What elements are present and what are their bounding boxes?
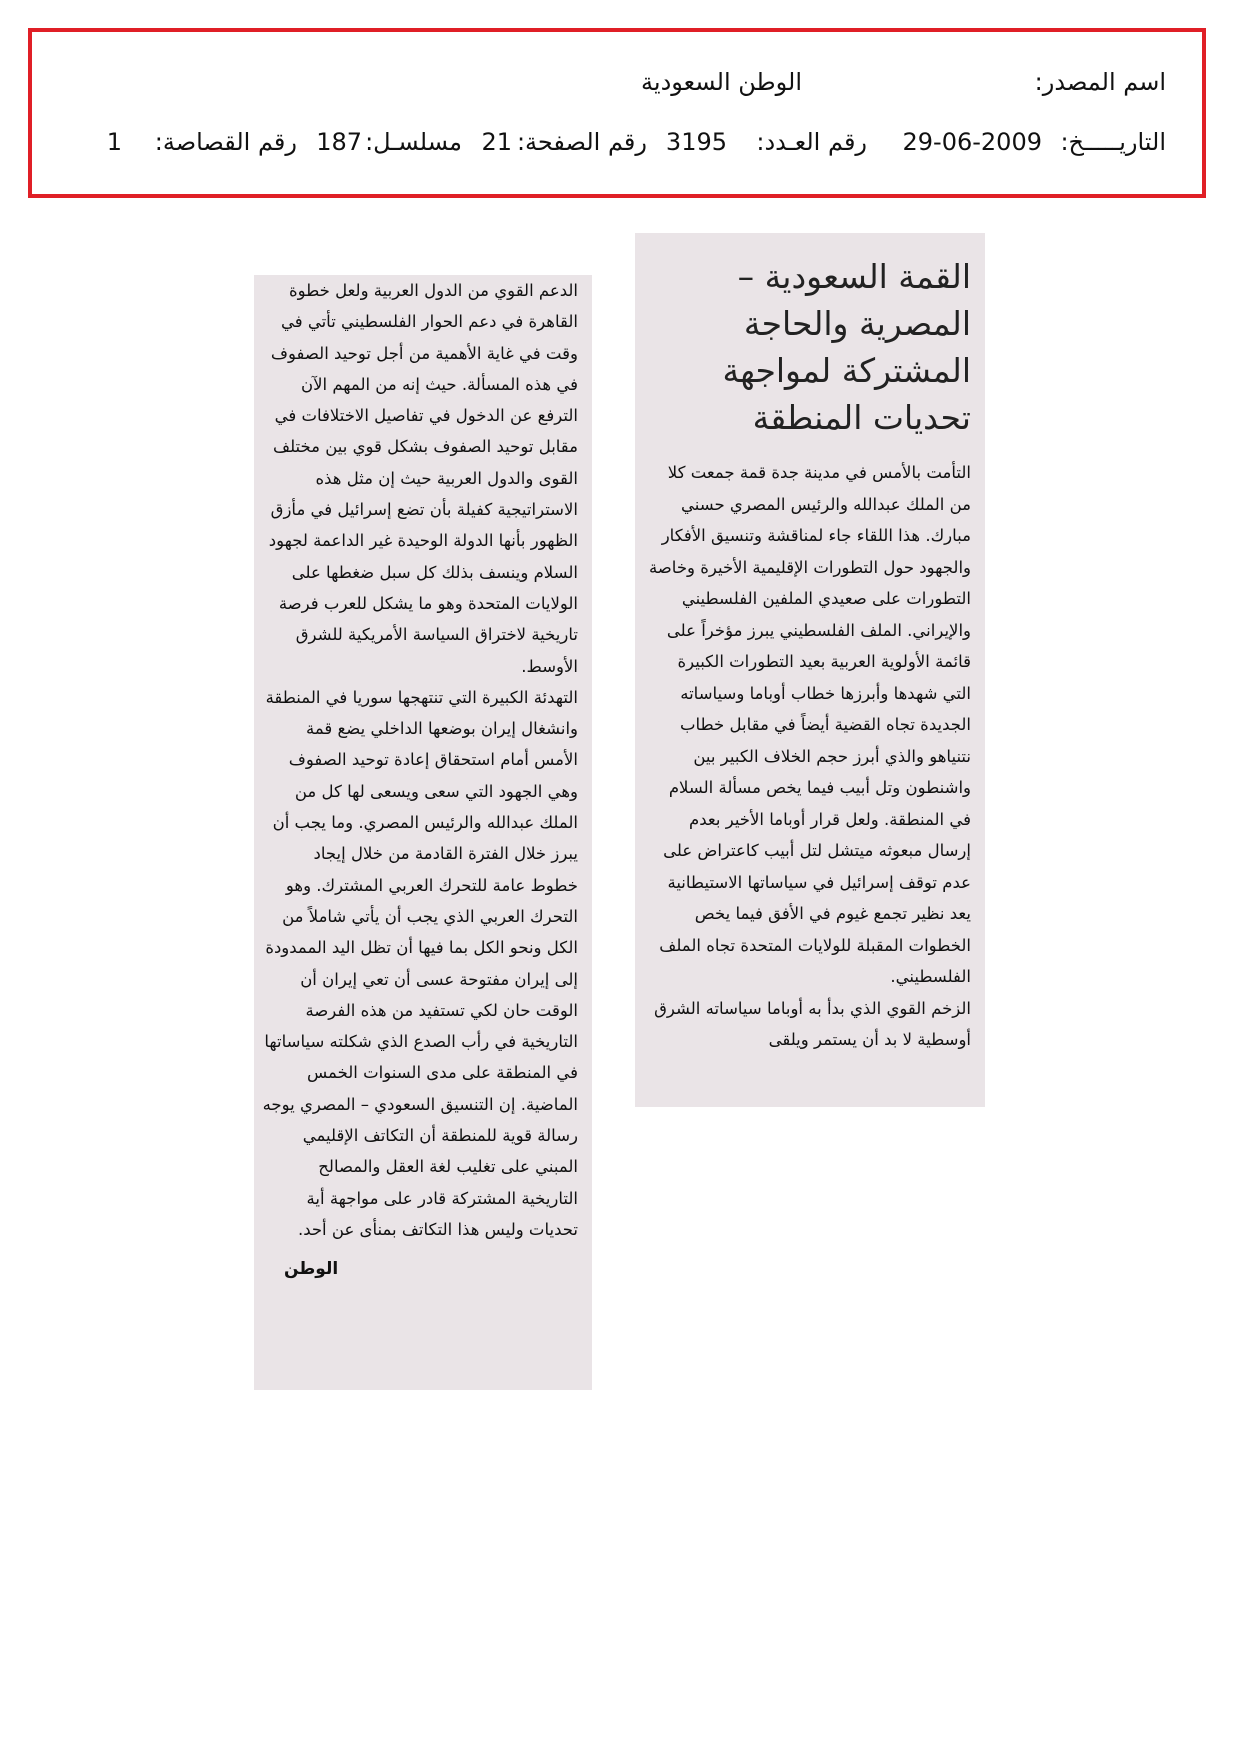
article-column-left: [254, 275, 592, 1390]
issue-value: 3195: [665, 128, 727, 156]
issue-label: رقم العـدد:: [756, 128, 867, 156]
clipping-label: رقم القصاصة:: [154, 128, 297, 156]
article-column-right: [635, 233, 985, 1107]
article-headline: القمة السعودية – المصرية والحاجة المشتركة لمواجهة تحديات المنطقة: [722, 257, 971, 437]
page-value: 21: [481, 128, 512, 156]
clipping-metadata-box: [28, 28, 1206, 198]
page-label: رقم الصفحة:: [516, 128, 647, 156]
source-value: الوطن السعودية: [641, 68, 802, 96]
date-label: التاريـــــخ:: [1060, 128, 1166, 156]
article-paragraph-2: الزخم القوي الذي بدأ به أوباما سياساته الشرق أوسطية لا بد أن يستمر ويلقى: [654, 998, 971, 1049]
serial-label: مسلسـل:: [365, 128, 462, 156]
article-signature: الوطن: [284, 1259, 339, 1280]
metadata-row-source: [32, 62, 1202, 102]
article-paragraph-3: الدعم القوي من الدول العربية ولعل خطوة القاهرة في دعم الحوار الفلسطيني تأتي في وقت في غاية الأهمية من أجل توحيد الصفوف في هذه المسألة. حيث إنه من المهم الآن الترفع عن الدخول في تفاصيل الاختلافات في مقابل توحيد الصفوف بشكل قوي بين مختلف القوى والدول العربية حيث إن مثل هذه الاستراتيجية كفيلة بأن تضع إسرائيل في مأزق الظهور بأنها الدولة الوحيدة غير الداعمة لجهود السلام وينسف بذلك كل سبل ضغطها على الولايات المتحدة وهو ما يشكل للعرب فرصة تاريخية لاختراق السياسة الأمريكية للشرق الأوسط.: [268, 281, 578, 676]
article-paragraph-1: التأمت بالأمس في مدينة جدة قمة جمعت كلا من الملك عبدالله والرئيس المصري حسني مبارك. هذا اللقاء جاء لمناقشة وتنسيق الأفكار والجهود حول التطورات الإقليمية الأخيرة وخاصة التطورات على صعيدي الملفين الفلسطيني والإيراني. الملف الفلسطيني يبرز مؤخراً على قائمة الأولوية العربية بعيد التطورات الكبيرة التي شهدها وأبرزها خطاب أوباما وسياساته الجديدة تجاه القضية أيضاً في مقابل خطاب نتنياهو والذي أبرز حجم الخلاف الكبير بين واشنطون وتل أبيب فيما يخص مسألة السلام في المنطقة. ولعل قرار أوباما الأخير بعدم إرسال مبعوثه ميتشل لتل أبيب كاعتراض على عدم توقف إسرائيل في سياساتها الاستيطانية يعد نظير تجمع غيوم في الأفق فيما يخص الخطوات المقبلة للولايات المتحدة تجاه الملف الفلسطيني.: [648, 463, 971, 986]
date-value: 29-06-2009: [902, 128, 1042, 156]
metadata-row-details: [32, 122, 1202, 162]
clipping-value: 1: [106, 128, 122, 156]
source-label: اسم المصدر:: [1034, 68, 1166, 96]
serial-value: 187: [316, 128, 362, 156]
article-paragraph-4: التهدئة الكبيرة التي تنتهجها سوريا في المنطقة وانشغال إيران بوضعها الداخلي يضع قمة الأمس أمام استحقاق إعادة توحيد الصفوف وهي الجهود التي سعى ويسعى لها كل من الملك عبدالله والرئيس المصري. وما يجب أن يبرز خلال الفترة القادمة من خلال إيجاد خطوط عامة للتحرك العربي المشترك. وهو التحرك العربي الذي يجب أن يأتي شاملاً من الكل ونحو الكل بما فيها أن تظل اليد الممدودة إلى إيران مفتوحة عسى أن تعي إيران أن الوقت حان لكي تستفيد من هذه الفرصة التاريخية في رأب الصدع الذي شكلته سياساتها في المنطقة على مدى السنوات الخمس الماضية. إن التنسيق السعودي – المصري يوجه رسالة قوية للمنطقة أن التكاتف الإقليمي المبني على تغليب لغة العقل والمصالح التاريخية المشتركة قادر على مواجهة أية تحديات وليس هذا التكاتف بمنأى عن أحد.: [262, 687, 578, 1239]
